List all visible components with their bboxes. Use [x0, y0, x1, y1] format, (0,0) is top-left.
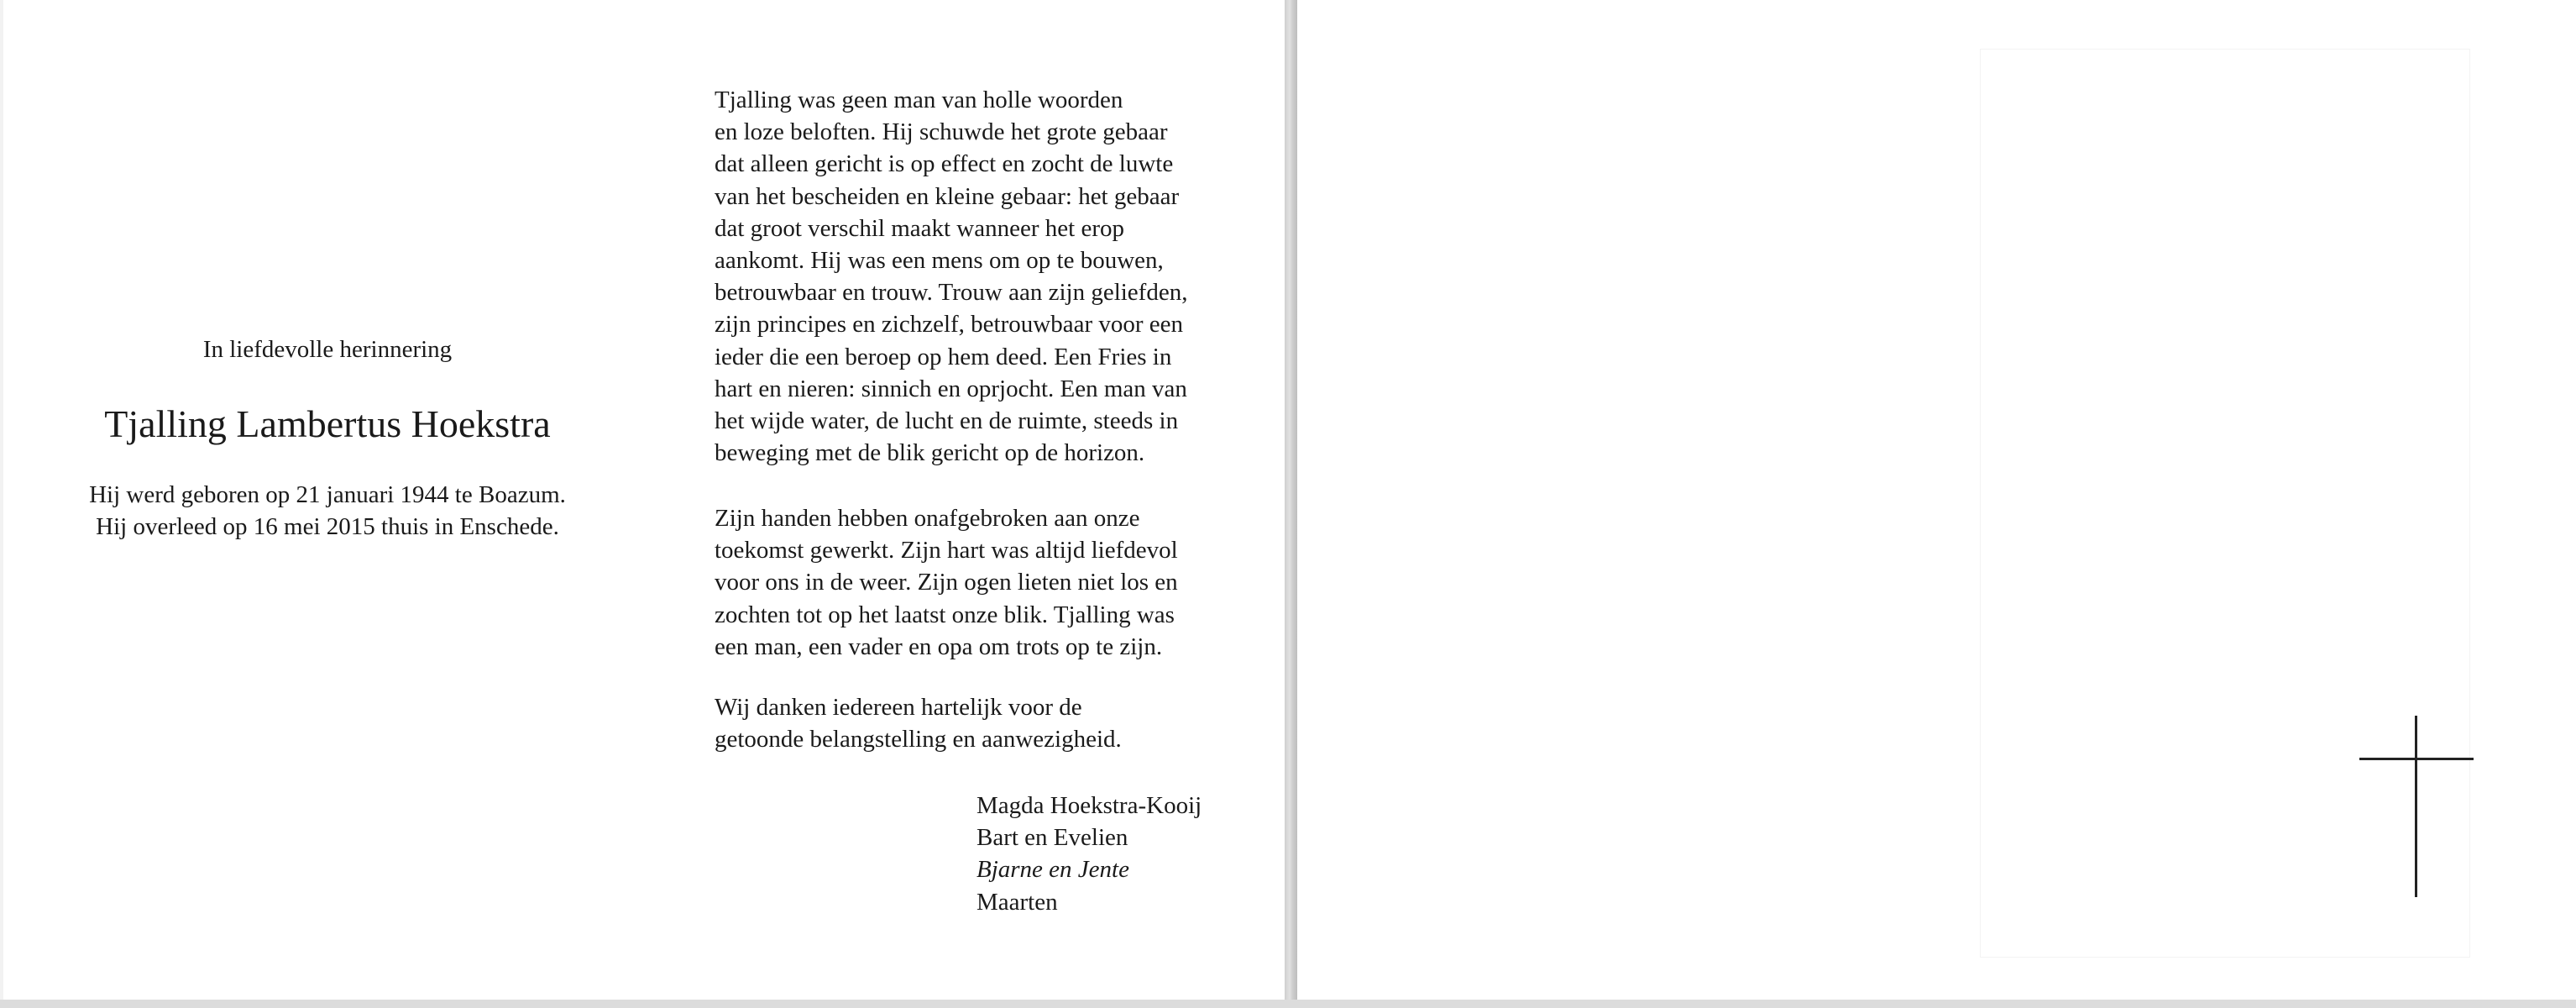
tribute-text-2: Zijn handen hebben onafgebroken aan onze toekomst gewerkt. Zijn hart was altijd liefdevol voor ons in de weer. Zijn ogen lieten niet los en zochten tot op het laatst onze blik. Tjalling was een man, een vader en opa om trots op te zijn. [715, 505, 1178, 660]
cross-icon [2359, 716, 2474, 897]
family-member-grandchildren: Bjarne en Jente [976, 856, 1129, 884]
thanks-text: Wij danken iedereen hartelijk voor de getoonde belangstelling en aanwezigheid. [715, 694, 1122, 753]
life-dates [0, 479, 655, 543]
card-fold [1285, 0, 1297, 1008]
death-line: Hij overleed op 16 mei 2015 thuis in Enschede. [96, 513, 559, 540]
tribute-paragraph-1 [715, 84, 1285, 469]
thanks-paragraph [715, 691, 1285, 755]
deceased-name: Tjalling Lambertus Hoekstra [104, 402, 551, 445]
family-member: Bart en Evelien [976, 824, 1128, 852]
memorial-caption: In liefdevolle herinnering [202, 336, 453, 363]
family-member: Maarten [976, 888, 1058, 916]
tribute-paragraph-2 [715, 502, 1285, 663]
family-signature [976, 790, 1202, 918]
birth-line: Hij werd geboren op 21 januari 1944 te Boazum. [89, 481, 566, 508]
card-bottom-edge [0, 1000, 2576, 1008]
family-member: Magda Hoekstra-Kooij [976, 792, 1202, 819]
tribute-text-1: Tjalling was geen man van holle woorden en loze beloften. Hij schuwde het grote gebaar dat alleen gericht is op effect en zocht de luwte van het bescheiden en kleine gebaar: het gebaar dat groot verschil maakt wanneer het erop aankomt. Hij was een mens om op te bouwen, betrouwbaar en trouw. Trouw aan zijn geliefden, zijn principes en zichzelf, betrouwbaar voor een ieder die een beroep op hem deed. Een Fries in hart en nieren: sinnich en oprjocht. Een man van het wijde water, de lucht en de ruimte, steeds in beweging met de blik gericht op de horizon. [715, 87, 1188, 467]
